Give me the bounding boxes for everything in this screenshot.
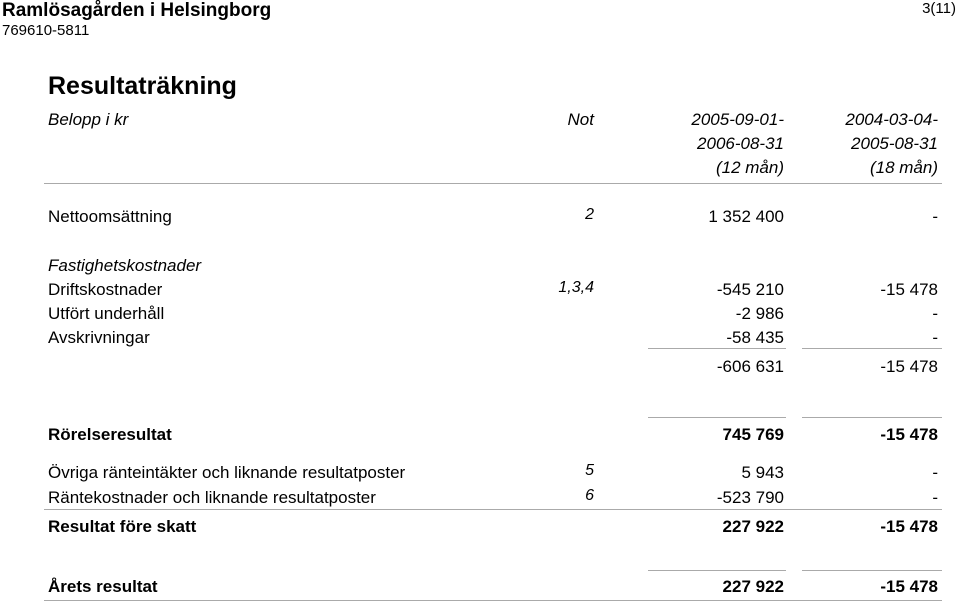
amount-unit-header: Belopp i kr — [48, 110, 129, 129]
note-column-header: Not — [567, 110, 594, 129]
organization-name: Ramlösagården i Helsingborg — [2, 0, 272, 21]
result-before-tax-previous: -15 478 — [880, 517, 938, 536]
maintenance-previous: - — [932, 304, 938, 323]
depreciation-current: -58 435 — [726, 328, 784, 347]
previous-period-end: 2005-08-31 — [851, 134, 938, 153]
interest-expense-label: Räntekostnader och liknande resultatposter — [48, 488, 376, 507]
previous-period-length: (18 mån) — [869, 158, 938, 177]
property-costs-total-previous: -15 478 — [880, 357, 938, 376]
maintenance-current: -2 986 — [735, 304, 784, 323]
operating-result-divider-previous — [802, 417, 942, 418]
operating-result-divider-current — [648, 417, 786, 418]
bottom-divider — [44, 600, 942, 601]
organization-number: 769610-5811 — [2, 22, 90, 39]
interest-income-current: 5 943 — [741, 463, 784, 482]
revenue-note: 2 — [585, 206, 594, 223]
previous-period-start: 2004-03-04- — [845, 110, 938, 129]
net-result-divider-previous — [802, 570, 942, 571]
current-period-length: (12 mån) — [715, 158, 784, 177]
subtotal-divider-previous — [802, 348, 942, 349]
maintenance-label: Utfört underhåll — [48, 304, 165, 323]
property-costs-total-current: -606 631 — [716, 357, 784, 376]
pre-tax-divider — [44, 509, 942, 510]
current-period-end: 2006-08-31 — [697, 134, 784, 153]
interest-income-label: Övriga ränteintäkter och liknande resultatposter — [48, 463, 406, 482]
operating-costs-label: Driftskostnader — [48, 280, 163, 299]
result-before-tax-current: 227 922 — [722, 517, 784, 536]
net-result-current: 227 922 — [722, 577, 784, 596]
revenue-current: 1 352 400 — [708, 207, 784, 226]
operating-costs-note: 1,3,4 — [558, 279, 594, 296]
interest-expense-current: -523 790 — [716, 488, 784, 507]
current-period-start: 2005-09-01- — [691, 110, 784, 129]
operating-costs-previous: -15 478 — [880, 280, 938, 299]
net-result-label: Årets resultat — [48, 577, 158, 596]
operating-result-current: 745 769 — [722, 425, 784, 444]
subtotal-divider-current — [648, 348, 786, 349]
interest-expense-note: 6 — [585, 487, 594, 504]
interest-expense-previous: - — [932, 488, 938, 507]
depreciation-label: Avskrivningar — [48, 328, 150, 347]
page-number: 3(11) — [922, 0, 956, 17]
operating-result-previous: -15 478 — [880, 425, 938, 444]
revenue-previous: - — [932, 207, 938, 226]
interest-income-note: 5 — [585, 462, 594, 479]
interest-income-previous: - — [932, 463, 938, 482]
net-result-previous: -15 478 — [880, 577, 938, 596]
result-before-tax-label: Resultat före skatt — [48, 517, 197, 536]
operating-costs-current: -545 210 — [716, 280, 784, 299]
property-costs-heading: Fastighetskostnader — [48, 256, 202, 275]
revenue-label: Nettoomsättning — [48, 207, 172, 226]
net-result-divider-current — [648, 570, 786, 571]
depreciation-previous: - — [932, 328, 938, 347]
operating-result-label: Rörelseresultat — [48, 425, 172, 444]
page-title: Resultaträkning — [48, 72, 237, 100]
header-divider — [44, 183, 942, 184]
